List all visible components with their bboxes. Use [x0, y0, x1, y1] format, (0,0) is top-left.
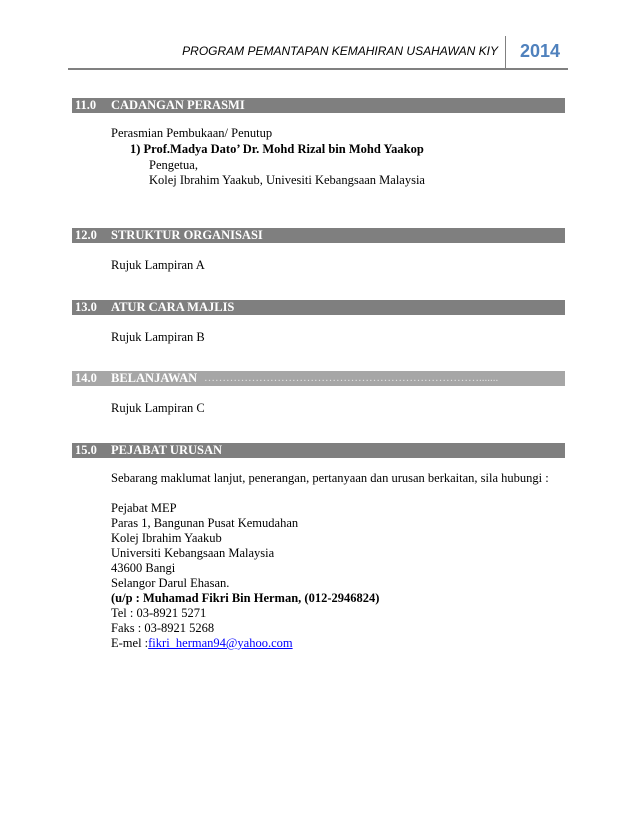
email-link[interactable]: fikri_herman94@yahoo.com [148, 636, 293, 650]
address-line: Paras 1, Bangunan Pusat Kemudahan [111, 516, 299, 530]
s11-intro: Perasmian Pembukaan/ Penutup [111, 126, 273, 140]
s13-text: Rujuk Lampiran B [111, 330, 205, 344]
s11-org: Kolej Ibrahim Yaakub, Univesiti Kebangsaan Malaysia [149, 173, 425, 187]
section-number: 14.0 [75, 371, 97, 385]
section-bar-12 [72, 228, 565, 243]
section-dots: …………………………………………………………………....... [204, 372, 499, 384]
section-title: STRUKTUR ORGANISASI [111, 228, 263, 242]
section-bar-14 [72, 371, 565, 386]
header-year: 2014 [519, 41, 560, 61]
section-number: 11.0 [75, 98, 97, 112]
section-title: PEJABAT URUSAN [111, 443, 223, 457]
section-title: CADANGAN PERASMI [111, 98, 245, 112]
section-bar-13 [72, 300, 565, 315]
address-line: Pejabat MEP [111, 501, 177, 515]
section-title: ATUR CARA MAJLIS [111, 300, 235, 314]
s11-item: 1) Prof.Madya Dato’ Dr. Mohd Rizal bin Mohd Yaakop [130, 142, 424, 156]
telephone: Tel : 03-8921 5271 [111, 606, 207, 620]
section-number: 12.0 [75, 228, 97, 242]
address-line: Selangor Darul Ehasan. [111, 576, 230, 590]
header-divider [505, 36, 506, 68]
s15-intro: Sebarang maklumat lanjut, penerangan, pertanyaan dan urusan berkaitan, sila hubungi : [111, 471, 549, 485]
email-row [111, 636, 293, 651]
contact-person: (u/p : Muhamad Fikri Bin Herman, (012-2946824) [111, 591, 380, 605]
email-label: E-mel : [111, 636, 149, 650]
section-bar-15 [72, 443, 565, 458]
section-title: BELANJAWAN [111, 371, 198, 385]
section-bar-11 [72, 98, 565, 113]
page-header [68, 36, 568, 70]
s14-text: Rujuk Lampiran C [111, 401, 205, 415]
address-line: Universiti Kebangsaan Malaysia [111, 546, 275, 560]
address-line: Kolej Ibrahim Yaakub [111, 531, 222, 545]
header-title: PROGRAM PEMANTAPAN KEMAHIRAN USAHAWAN KIY [182, 44, 498, 58]
section-number: 15.0 [75, 443, 97, 457]
s12-text: Rujuk Lampiran A [111, 258, 205, 272]
s11-role: Pengetua, [149, 158, 198, 172]
section-number: 13.0 [75, 300, 97, 314]
address-line: 43600 Bangi [111, 561, 176, 575]
fax: Faks : 03-8921 5268 [111, 621, 215, 635]
